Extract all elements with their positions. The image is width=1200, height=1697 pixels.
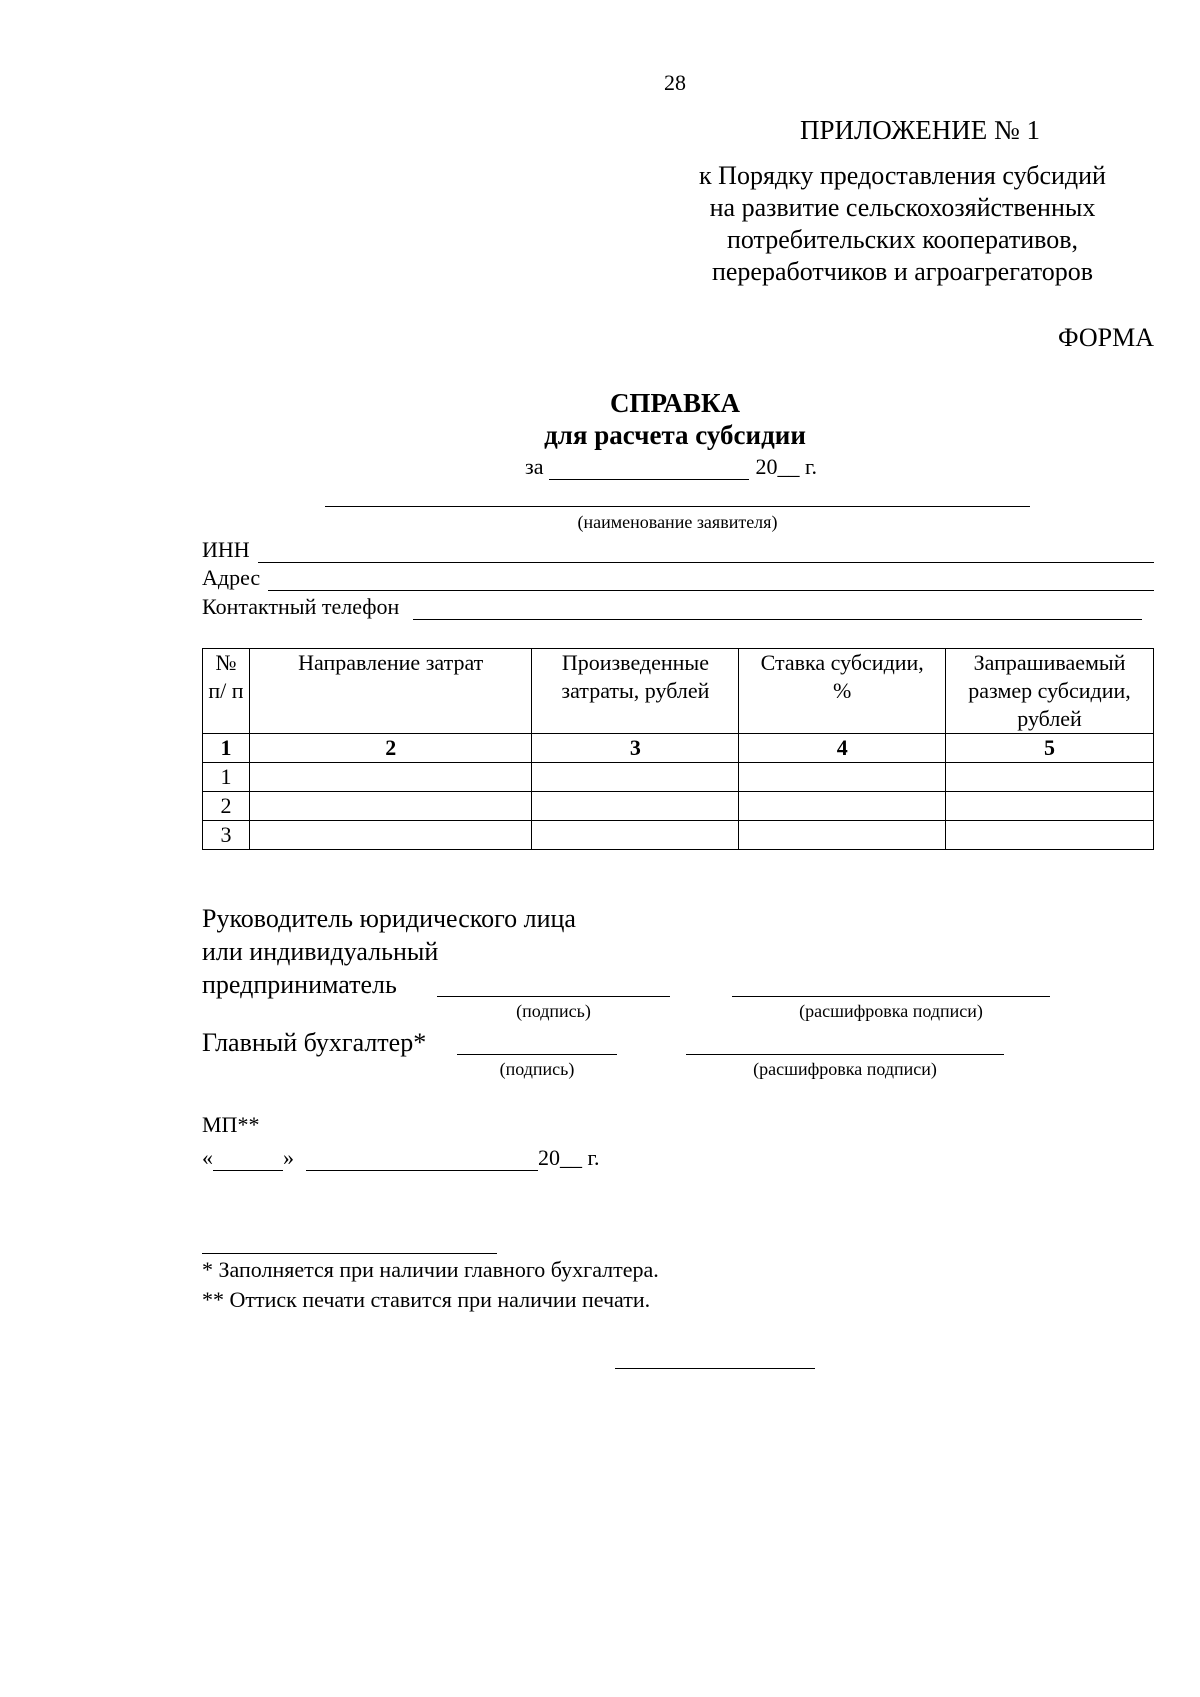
table-cell[interactable]: [946, 763, 1154, 792]
period-prefix: за: [525, 454, 544, 479]
table-cell[interactable]: [739, 792, 946, 821]
date-open-quote: «: [202, 1145, 213, 1170]
inn-row: [202, 537, 1154, 563]
table-column-numbers: [203, 734, 1154, 763]
period-line: [525, 454, 817, 480]
header-number: № п/ п: [203, 649, 250, 734]
table-cell[interactable]: [532, 821, 739, 850]
address-row: [202, 565, 1154, 591]
table-row: [203, 821, 1154, 850]
table-row: [203, 763, 1154, 792]
appendix-subtitle: [630, 160, 1175, 288]
table-cell[interactable]: [532, 763, 739, 792]
document-subtitle: для расчета субсидии: [544, 420, 806, 450]
head-signature-line[interactable]: [437, 996, 670, 997]
appendix-subtitle-line: потребительских кооперативов,: [726, 225, 1079, 254]
table-cell[interactable]: [946, 821, 1154, 850]
inn-label: ИНН: [202, 537, 250, 562]
row-number: 1: [203, 763, 250, 792]
accountant-decoding-caption: (расшифровка подписи): [753, 1059, 937, 1079]
address-label: Адрес: [202, 565, 261, 590]
head-signature-caption: (подпись): [516, 1001, 591, 1021]
applicant-name-line[interactable]: [325, 506, 1030, 507]
column-number: 3: [532, 734, 739, 763]
table-header-row: [203, 649, 1154, 734]
date-close-quote: »: [283, 1145, 294, 1170]
stamp-label: МП**: [202, 1112, 260, 1137]
head-signatory-label: [202, 902, 576, 1001]
header-direction: Направление затрат: [249, 649, 532, 734]
accountant-signature-line[interactable]: [457, 1054, 617, 1055]
period-year: 20__ г.: [755, 454, 818, 479]
date-month-blank[interactable]: [306, 1150, 538, 1171]
footnote-accountant: * Заполняется при наличии главного бухгалтера.: [202, 1257, 659, 1282]
end-divider: [615, 1368, 815, 1369]
date-day-blank[interactable]: [213, 1150, 283, 1171]
head-label-line: предприниматель: [202, 970, 397, 999]
phone-field[interactable]: [413, 599, 1142, 620]
head-decoding-line[interactable]: [732, 996, 1050, 997]
footnote-stamp: ** Оттиск печати ставится при наличии печати.: [202, 1287, 651, 1312]
subsidy-table: [202, 648, 1154, 850]
head-label-line: или индивидуальный: [202, 937, 439, 966]
inn-field[interactable]: [258, 542, 1154, 563]
appendix-title: ПРИЛОЖЕНИЕ № 1: [799, 115, 1041, 145]
row-number: 2: [203, 792, 250, 821]
column-number: 5: [946, 734, 1154, 763]
phone-row: [202, 594, 1142, 620]
footnote-separator: [202, 1253, 497, 1254]
date-line: [202, 1145, 600, 1171]
header-costs: Произведенные затраты, рублей: [532, 649, 739, 734]
head-decoding-caption: (расшифровка подписи): [799, 1001, 983, 1021]
phone-label: Контактный телефон: [202, 594, 400, 619]
table-cell[interactable]: [946, 792, 1154, 821]
table-cell[interactable]: [739, 763, 946, 792]
row-number: 3: [203, 821, 250, 850]
column-number: 2: [249, 734, 532, 763]
table-row: [203, 792, 1154, 821]
accountant-decoding-line[interactable]: [686, 1054, 1004, 1055]
page-number: 28: [664, 70, 686, 95]
period-blank[interactable]: [549, 459, 749, 480]
appendix-subtitle-line: на развитие сельскохозяйственных: [709, 193, 1096, 222]
address-field[interactable]: [268, 570, 1154, 591]
appendix-subtitle-line: к Порядку предоставления субсидий: [699, 161, 1106, 190]
accountant-signature-caption: (подпись): [499, 1059, 575, 1079]
applicant-name-caption: (наименование заявителя): [577, 512, 778, 532]
table-cell[interactable]: [739, 821, 946, 850]
document-title: СПРАВКА: [609, 388, 741, 418]
column-number: 1: [203, 734, 250, 763]
table-cell[interactable]: [532, 792, 739, 821]
accountant-label: Главный бухгалтер*: [202, 1028, 427, 1057]
column-number: 4: [739, 734, 946, 763]
header-rate: Ставка субсидии, %: [739, 649, 946, 734]
form-label: ФОРМА: [1058, 323, 1154, 352]
appendix-subtitle-line: переработчиков и агроагрегаторов: [711, 257, 1094, 286]
table-cell[interactable]: [249, 763, 532, 792]
table-cell[interactable]: [249, 821, 532, 850]
header-requested: Запрашиваемый размер субсидии, рублей: [946, 649, 1154, 734]
date-year: 20__ г.: [538, 1145, 600, 1170]
table-cell[interactable]: [249, 792, 532, 821]
head-label-line: Руководитель юридического лица: [202, 904, 576, 933]
